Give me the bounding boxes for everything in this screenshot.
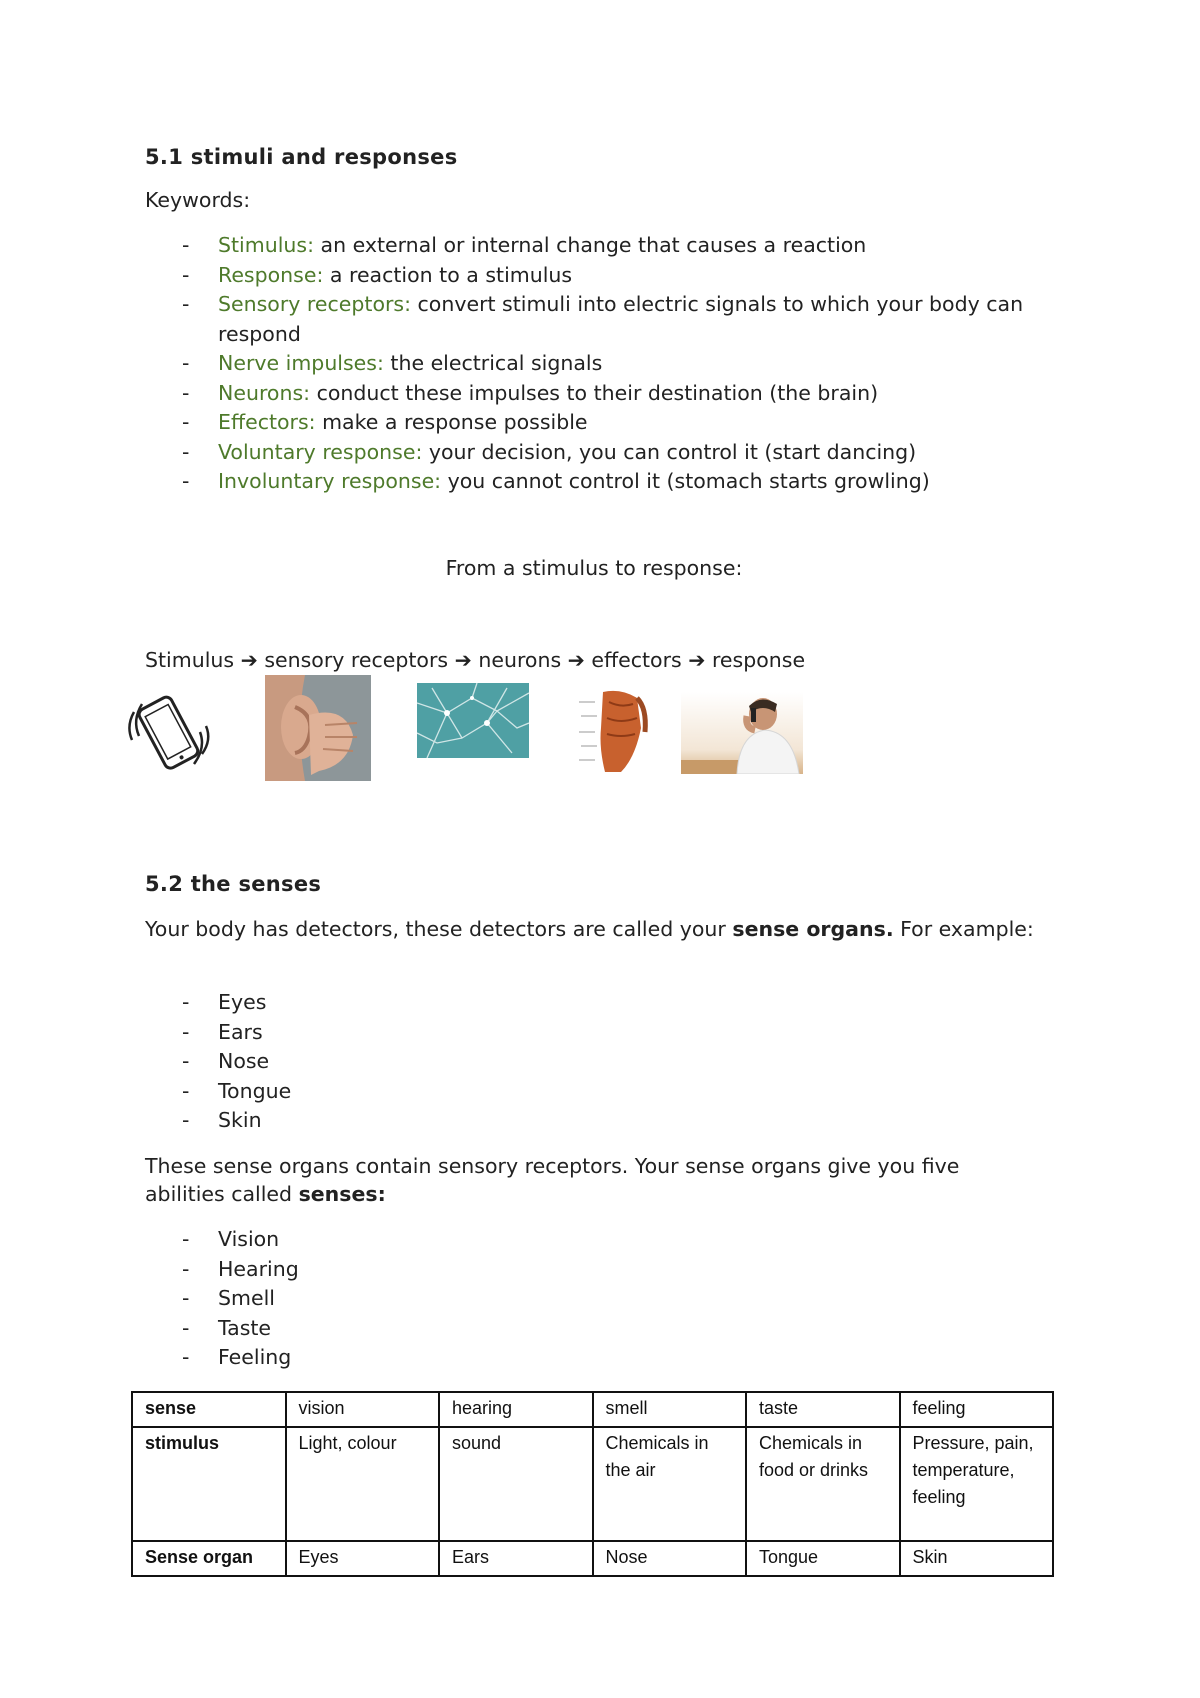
table-cell: taste <box>746 1392 900 1427</box>
flow-step-effectors: effectors <box>591 648 682 672</box>
list-item: - Stimulus: an external or internal change that causes a reaction <box>0 231 1068 261</box>
flow-step-receptors: sensory receptors <box>264 648 449 672</box>
section-title-senses: 5.2 the senses <box>145 872 322 896</box>
list-item: - Skin <box>0 1106 1068 1136</box>
table-cell: Chemicals in the air <box>593 1427 747 1541</box>
list-item: - Smell <box>0 1284 1068 1314</box>
table-cell: smell <box>593 1392 747 1427</box>
table-cell: stimulus <box>132 1427 286 1541</box>
table-cell: vision <box>286 1392 440 1427</box>
flow-heading: From a stimulus to response: <box>445 556 743 580</box>
flow-step-stimulus: Stimulus <box>145 648 235 672</box>
list-item: - Taste <box>0 1314 1068 1344</box>
person-on-phone-image <box>681 692 803 774</box>
keywords-list <box>0 231 1068 497</box>
sense-organs-list <box>0 988 1068 1136</box>
table-cell: Eyes <box>286 1541 440 1576</box>
table-cell: feeling <box>900 1392 1054 1427</box>
table-cell: Ears <box>439 1541 593 1576</box>
table-cell: Tongue <box>746 1541 900 1576</box>
list-item: - Tongue <box>0 1077 1068 1107</box>
senses-table <box>131 1391 1054 1577</box>
list-item: - Eyes <box>0 988 1068 1018</box>
list-item: - Vision <box>0 1225 1068 1255</box>
list-item: - Nerve impulses: the electrical signals <box>0 349 1068 379</box>
arrow-icon: ➔ <box>688 648 706 672</box>
table-cell: Light, colour <box>286 1427 440 1541</box>
table-cell: Sense organ <box>132 1541 286 1576</box>
list-item: - Response: a reaction to a stimulus <box>0 261 1068 291</box>
list-item: - Neurons: conduct these impulses to their destination (the brain) <box>0 379 1068 409</box>
senses-paragraph: These sense organs contain sensory receptors. Your sense organs give you five abilities called senses: <box>145 1154 960 1206</box>
table-cell: Nose <box>593 1541 747 1576</box>
table-cell: Skin <box>900 1541 1054 1576</box>
table-row <box>132 1427 1053 1541</box>
list-item: - Effectors: make a response possible <box>0 408 1068 438</box>
neurons-image <box>417 683 529 758</box>
arrow-icon: ➔ <box>240 648 258 672</box>
table-cell: sound <box>439 1427 593 1541</box>
keywords-label: Keywords: <box>145 188 251 212</box>
ear-image <box>265 675 371 781</box>
table-cell: sense <box>132 1392 286 1427</box>
flow-step-neurons: neurons <box>478 648 562 672</box>
list-item: - Sensory receptors: convert stimuli into electric signals to which your body can respond <box>0 290 1068 349</box>
muscle-image <box>575 688 651 772</box>
list-item: - Nose <box>0 1047 1068 1077</box>
table-cell: hearing <box>439 1392 593 1427</box>
list-item: - Hearing <box>0 1255 1068 1285</box>
list-item: - Involuntary response: you cannot control it (stomach starts growling) <box>0 467 1068 497</box>
arrow-icon: ➔ <box>454 648 472 672</box>
list-item: - Voluntary response: your decision, you can control it (start dancing) <box>0 438 1068 468</box>
table-row <box>132 1541 1053 1576</box>
flow-step-response: response <box>711 648 806 672</box>
arrow-icon: ➔ <box>567 648 585 672</box>
stimulus-response-flow <box>145 648 805 672</box>
table-row <box>132 1392 1053 1427</box>
senses-intro: Your body has detectors, these detectors are called your sense organs. For example: <box>145 917 1034 941</box>
table-cell: Chemicals in food or drinks <box>746 1427 900 1541</box>
table-cell: Pressure, pain, temperature, feeling <box>900 1427 1054 1541</box>
list-item: - Feeling <box>0 1343 1068 1373</box>
section-title-stimuli: 5.1 stimuli and responses <box>145 145 458 169</box>
list-item: - Ears <box>0 1018 1068 1048</box>
senses-list <box>0 1225 1068 1373</box>
vibrating-phone-image <box>118 682 218 784</box>
